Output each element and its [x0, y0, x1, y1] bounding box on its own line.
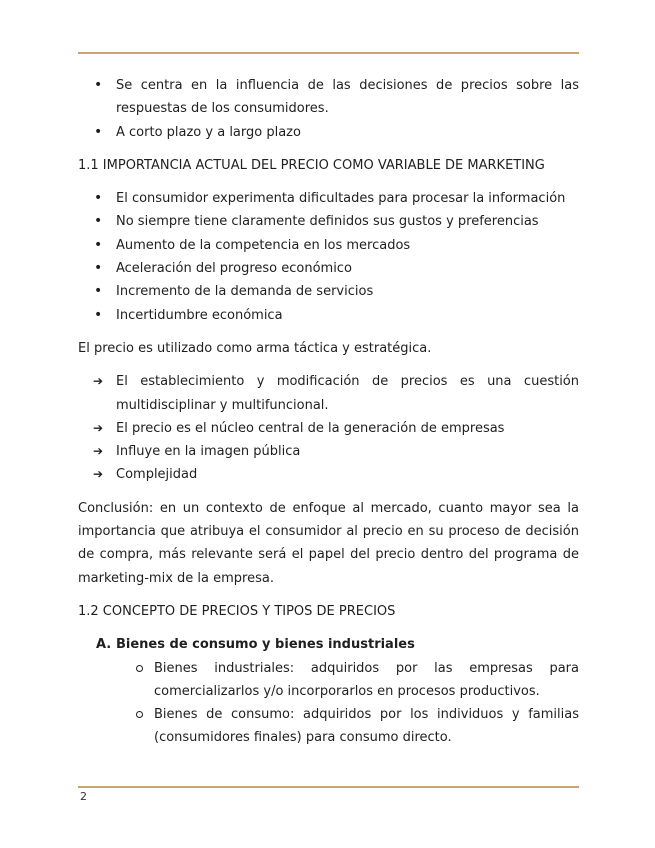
footer-rule [78, 786, 579, 788]
section-1-1-bullet-list [78, 187, 579, 327]
list-item: Bienes industriales: adquiridos por las empresas para comercializarlos y/o incorporarlos en procesos productivos. [78, 657, 579, 704]
list-item: • El consumidor experimenta dificultades para procesar la información [78, 187, 579, 210]
subsection-a-list [78, 657, 579, 750]
subsection-a-title [78, 633, 579, 656]
page-body [78, 74, 579, 750]
list-item: • Aceleración del progreso económico [78, 257, 579, 280]
list-item: • No siempre tiene claramente definidos sus gustos y preferencias [78, 210, 579, 233]
list-item: • Aumento de la competencia en los mercados [78, 234, 579, 257]
list-item: • A corto plazo y a largo plazo [78, 121, 579, 144]
arrow-list [78, 370, 579, 486]
list-item: ➔ El precio es el núcleo central de la generación de empresas [78, 417, 579, 440]
list-item: ➔ El establecimiento y modificación de precios es una cuestión multidisciplinar y multifuncional. [78, 370, 579, 417]
list-item: ➔ Influye en la imagen pública [78, 440, 579, 463]
list-item: • Incremento de la demanda de servicios [78, 280, 579, 303]
list-item: ➔ Complejidad [78, 463, 579, 486]
section-1-1-heading: 1.1 IMPORTANCIA ACTUAL DEL PRECIO COMO VARIABLE DE MARKETING [78, 157, 545, 173]
tactic-paragraph: El precio es utilizado como arma táctica y estratégica. [78, 340, 432, 356]
page-number: 2 [80, 790, 87, 803]
subsection-title-text: Bienes de consumo y bienes industriales [116, 637, 415, 653]
list-item: Bienes de consumo: adquiridos por los individuos y familias (consumidores finales) para consumo directo. [78, 703, 579, 750]
intro-bullet-list [78, 74, 579, 144]
header-rule [78, 52, 579, 54]
section-1-2-heading: 1.2 CONCEPTO DE PRECIOS Y TIPOS DE PRECIOS [78, 603, 396, 619]
list-item: • Se centra en la influencia de las decisiones de precios sobre las respuestas de los consumidores. [78, 74, 579, 121]
conclusion-paragraph: Conclusión: en un contexto de enfoque al mercado, cuanto mayor sea la importancia que atribuya el consumidor al precio en su proceso de decisión de compra, más relevante será el papel del precio dentro del programa de marketing-mix de la empresa. [78, 500, 579, 586]
list-item: • Incertidumbre económica [78, 304, 579, 327]
subsection-letter: A. [96, 637, 112, 653]
